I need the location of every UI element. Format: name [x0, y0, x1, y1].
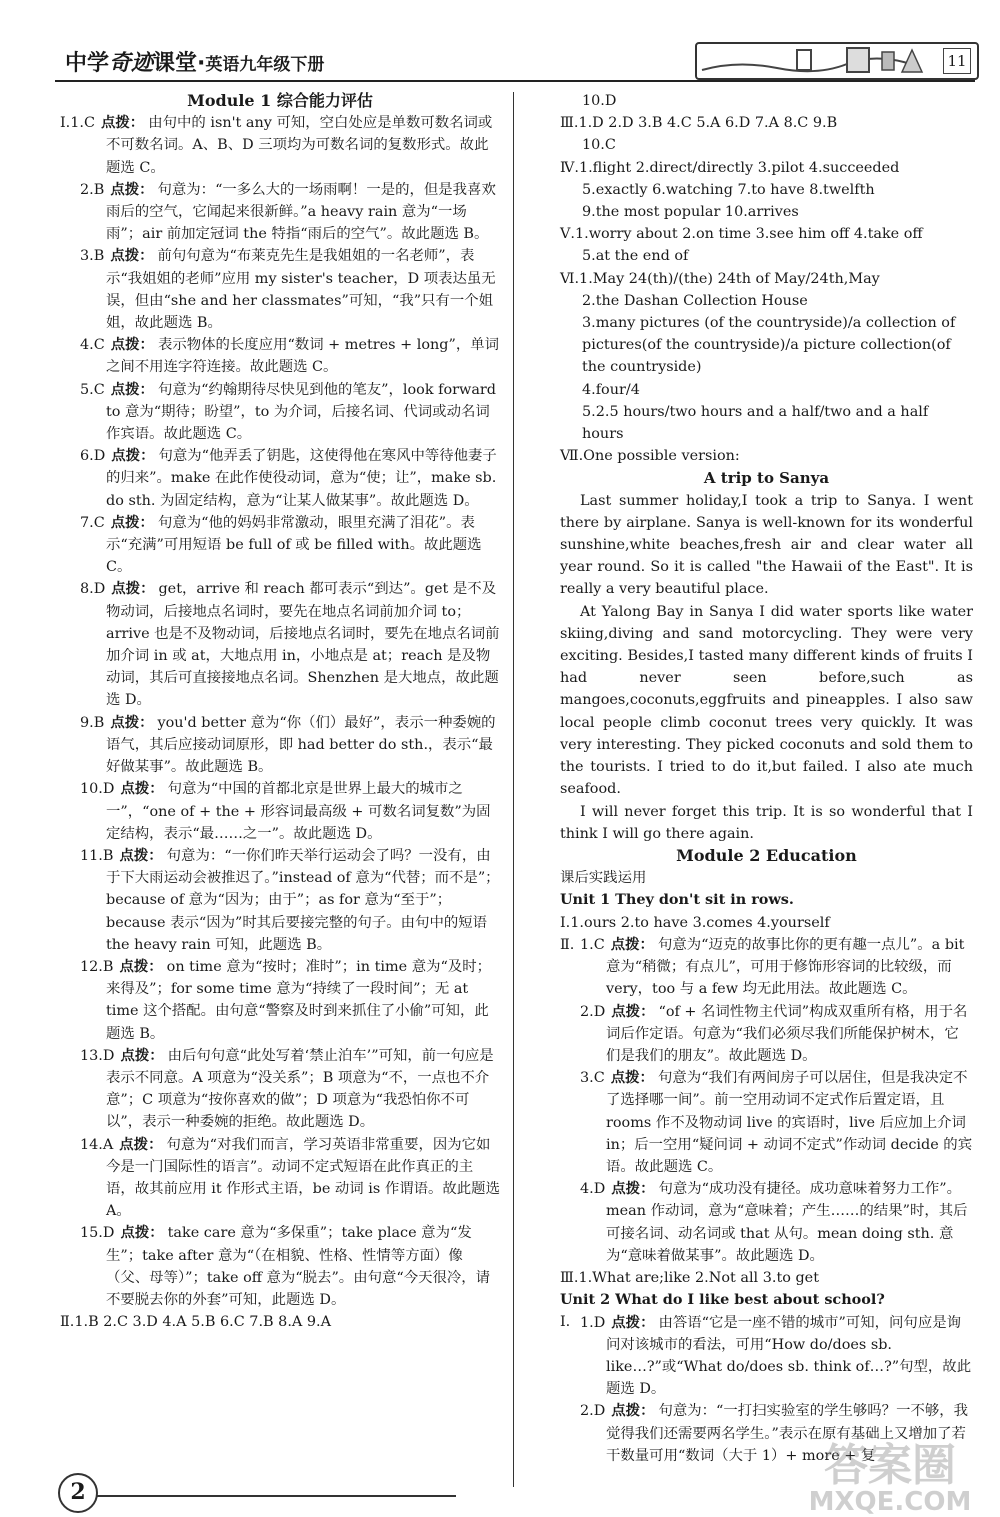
answer-number: 13.D — [80, 1047, 115, 1064]
answer-number: 2.B — [80, 181, 105, 198]
tip-label: 点拨： — [610, 935, 654, 953]
answer-explanation: take care 意为“多保重”；take place 意为“发生”；take after 意为“（在相貌、性格、性情等方面）像（父、母等）”；take off 意为“脱去”。由句意“今天很冷，请不要脱去你的外套”可知，此题选 D。 — [106, 1225, 491, 1308]
answer-explanation: 句意为“对我们而言，学习英语非常重要，因为它如今是一门国际性的语言”。动词不定式短语在此作真正的主语，故其前应用 it 作形式主语，be 动词 is 作谓语。故此题选 A。 — [106, 1136, 500, 1220]
answer-explanation: 句意为：“一多么大的一场雨啊！一是的，但是我喜欢雨后的空气，它闻起来很新鲜。”a heavy rain 意为“一场雨”；air 前加定冠词 the 特指“雨后的空气”。故此题选 B。 — [106, 181, 496, 243]
tip-label: 点拨： — [110, 380, 154, 398]
answer-item — [60, 245, 500, 334]
module1-title: Module 1 综合能力评估 — [187, 91, 373, 110]
answer-item — [60, 512, 500, 579]
answer-explanation: 句意为“成功没有捷径。成功意味着努力工作”。mean 作动词，意为“意味着；产生……的结果”时，其后可接名词、动名词或 that 从句。mean doing sth. 意为“意味着做某事”。故此题选 D。 — [606, 1181, 968, 1264]
answer-explanation: “of + 名词性物主代词”构成双重所有格，用于名词后作定语。句意为“我们必须尽我们所能保护树木，它们是我们的朋友”。故此题选 D。 — [606, 1003, 968, 1064]
unit1-answer-list — [560, 934, 973, 1267]
answer-explanation: get，arrive 和 reach 都可表示“到达”。get 是不及物动词，后接地点名词时，要先在地点名词前加介词 to；arrive 也是不及物动词，后接地点名词时，要先在地点名词前加介词 in 或 at，大地点用 in，小地点是 at；reach 是及物动词，其后可直接接地点名词。Shenzhen 是大地点，故此题选 D。 — [106, 581, 500, 709]
answer-item — [560, 1001, 973, 1068]
answer-explanation: 句意为“迈克的故事比你的更有趣一点儿”。a bit 意为“稍微；有点儿”，可用于修饰形容词的比较级，而 very，too 与 a few 均无此用法。故此题选 C。 — [606, 936, 965, 998]
section-head: Ⅰ. — [60, 115, 71, 132]
tip-label: 点拨： — [110, 513, 154, 531]
answer-explanation: 由句中的 isn't any 可知，空白处应是单数可数名词或不可数名词。A、B、D 三项均为可数名词的复数形式。故此题选 C。 — [106, 115, 493, 176]
answer-explanation: 由后句句意“此处写着‘禁止泊车’”可知，前一句应是表示不同意。A 项意为“没关系”；B 项意为“不，一点也不介意”；C 项意为“按你喜欢的做”；D 项意为“我恐怕你不可以”，表示一种委婉的拒绝。故此题选 D。 — [106, 1047, 494, 1131]
answer-number: 11.B — [80, 847, 114, 864]
answer-number: 4.C — [80, 337, 105, 354]
book-subtitle: 英语九年级下册 — [205, 55, 325, 75]
answer-line: 2.the Dashan Collection House — [582, 292, 808, 309]
title-part-b: 奇迹 — [109, 50, 154, 76]
section2-answers: Ⅱ.1.B 2.C 3.D 4.A 5.B 6.C 7.B 8.A 9.A — [60, 1314, 331, 1331]
answer-number: 1.D — [580, 1314, 606, 1331]
answer-item — [560, 1067, 973, 1178]
right-column — [560, 90, 973, 1467]
title-part-a: 中学 — [65, 51, 110, 76]
answer-line: Ⅵ.1.May 24(th)/(the) 24th of May/24th,May — [560, 270, 880, 287]
tip-label: 点拨： — [120, 780, 164, 798]
section-head: Ⅰ. — [560, 1314, 571, 1331]
answer-explanation: 句意为“他弄丢了钥匙，这使得他在寒风中等待他妻子的归来”。make 在此作使役动词，意为“使；让”，make sb. do sth. 为固定结构，意为“让某人做某事”。故此题选 D。 — [106, 448, 497, 509]
answer-number: 7.C — [80, 514, 105, 531]
answer-number: 9.B — [80, 714, 105, 731]
tip-label: 点拨： — [110, 336, 154, 354]
tip-label: 点拨： — [111, 447, 155, 465]
unit1-title: Unit 1 They don't sit in rows. — [560, 891, 794, 909]
left-answer-list — [60, 112, 500, 1311]
title-part-c: 课堂 — [153, 51, 198, 76]
answer-line: 3.many pictures (of the countryside)/a collection of pictures(of the countryside)/a picture collection(of the countryside) — [582, 315, 956, 376]
unit2-title: Unit 2 What do I like best about school? — [560, 1291, 885, 1309]
answer-explanation: 句意为：“一你们昨天举行运动会了吗？一没有，由于下大雨运动会被推迟了。”instead of 意为“代替；而不是”；because of 意为“因为；由于”；as for 意为“至于”；because 表示“因为”时其后要接完整的句子。由句中的短语 the heavy rain 可知，此题选 B。 — [106, 847, 500, 953]
answer-line: Ⅳ.1.flight 2.direct/directly 3.pilot 4.succeeded — [560, 159, 900, 176]
answer-number: 8.D — [80, 581, 106, 598]
tip-label: 点拨： — [101, 114, 145, 132]
answer-line: Ⅰ.1.ours 2.to have 3.comes 4.yourself — [560, 914, 830, 931]
answer-explanation: 句意为“中国的首都北京是世界上最大的城市之一”，“one of + the + 形容词最高级 + 可数名词复数”为固定结构，表示“最……之一”。故此题选 D。 — [106, 781, 491, 842]
essay-title: A trip to Sanya — [703, 469, 830, 488]
answer-item — [60, 179, 500, 246]
section-label: 课后实践运用 — [560, 870, 647, 887]
answer-item — [560, 934, 973, 1001]
answer-explanation: 表示物体的长度应用“数词 + metres + long”，单词之间不用连字符连接。故此题选 C。 — [106, 337, 500, 376]
column-divider — [513, 92, 514, 1487]
answer-number: 14.A — [80, 1136, 114, 1153]
answer-explanation: 前句句意为“布莱克先生是我姐姐的一名老师”，表示“我姐姐的老师”应用 my sister's teacher，D 项表达虽无误，但由“she and her classmates”可知，“我”只有一个姐姐，故此题选 B。 — [106, 248, 496, 332]
tip-label: 点拨： — [119, 1135, 163, 1153]
watermark-text: 答案圈 — [824, 1440, 956, 1491]
section-head: Ⅱ. — [560, 936, 575, 953]
answer-item — [560, 1312, 973, 1401]
answer-item — [60, 778, 500, 845]
tip-label: 点拨： — [611, 1402, 655, 1420]
left-column — [60, 90, 500, 1333]
answer-line: 10.D — [582, 93, 617, 109]
answer-explanation: 句意为：“一打扫实验室的学生够吗？一不够，我觉得我们还需要两名学生。”表示在原有基础上又增加了若干数量可用“数词（大于 1）+ more + 复 — [606, 1403, 969, 1464]
answer-number: 3.C — [580, 1070, 605, 1087]
answer-item — [60, 379, 500, 446]
module2-title: Module 2 Education — [676, 845, 857, 865]
tip-label: 点拨： — [120, 1046, 164, 1064]
answer-item — [560, 1178, 973, 1267]
answer-number: 1.C — [580, 936, 605, 953]
book-title — [65, 46, 324, 77]
page-tag: 11 — [943, 48, 971, 74]
tip-label: 点拨： — [110, 180, 154, 198]
tip-label: 点拨： — [119, 957, 163, 975]
page-header — [55, 40, 975, 82]
answer-explanation: 句意为“他的妈妈非常激动，眼里充满了泪花”。表示“充满”可用短语 be full of 或 be filled with。故此题选 C。 — [106, 514, 482, 576]
answer-number: 4.D — [580, 1181, 606, 1198]
answer-line: Ⅲ.1.What are;like 2.Not all 3.to get — [560, 1269, 819, 1286]
tip-label: 点拨： — [119, 846, 163, 864]
answer-line: 4.four/4 — [582, 381, 640, 398]
tip-label: 点拨： — [110, 713, 154, 731]
answer-item — [60, 578, 500, 711]
answer-number: 6.D — [80, 448, 106, 465]
answer-line: 5.at the end of — [582, 248, 689, 265]
answer-line: 5.exactly 6.watching 7.to have 8.twelfth — [582, 181, 875, 198]
tip-label: 点拨： — [611, 1002, 655, 1020]
tip-label: 点拨： — [611, 1180, 655, 1198]
answer-number: 5.C — [80, 381, 105, 398]
answer-item — [60, 1134, 500, 1223]
footer-rule — [96, 1495, 456, 1497]
tip-label: 点拨： — [610, 1069, 654, 1087]
title-dot: · — [197, 51, 206, 76]
answer-item — [60, 1045, 500, 1134]
decoration-graphic — [697, 44, 977, 78]
answer-item — [60, 112, 500, 179]
answer-number: 2.D — [580, 1403, 606, 1420]
answer-item — [60, 445, 500, 512]
essay-paragraph: I will never forget this trip. It is so wonderful that I think I will go there again. — [560, 803, 973, 842]
answer-number: 12.B — [80, 958, 114, 975]
answer-number: 15.D — [80, 1225, 115, 1242]
answer-explanation: 句意为“我们有两间房子可以居住，但是我决定不了选择哪一间”。前一空用动词不定式作后置定语，且 rooms 作不及物动词 live 的宾语时，live 后应加上介词 in；后一空用“疑问词 + 动词不定式”作动词 decide 的宾语。故此题选 C。 — [606, 1070, 973, 1175]
answer-line: 9.the most popular 10.arrives — [582, 204, 799, 221]
answer-item — [60, 956, 500, 1045]
answer-item — [60, 712, 500, 779]
tip-label: 点拨： — [611, 1313, 655, 1331]
essay-paragraph: At Yalong Bay in Sanya I did water sports like water skiing,diving and sand motorcycling. They were very exciting. Besides,I tasted many different kinds of fruits I had never seen before,such as mangoes,coconuts,eggfruits and pineapples. I also saw local people climb coconut trees very quickly. It was very interesting. They picked coconuts and sold them to the tourists. I tried to do it,but failed. I also ate much seafood. — [560, 603, 973, 798]
answer-item — [60, 334, 500, 378]
watermark-logo — [790, 1429, 990, 1517]
essay-paragraph: Last summer holiday,I took a trip to Sanya. I went there by airplane. Sanya is well-known for its wonderful sunshine,white beaches,fresh air and clear water all year round. So it is called "the Hawaii of the East". It is really a very beautiful place. — [560, 492, 973, 598]
answer-line: Ⅴ.1.worry about 2.on time 3.see him off 4.take off — [560, 226, 923, 243]
answer-explanation: 由答语“它是一座不错的城市”可知，问句应是询问对该城市的看法，可用“How do/does sb. like…?”或“What do/does sb. think of…?”句型，故此题选 D。 — [606, 1314, 972, 1398]
header-decoration — [695, 42, 979, 80]
answer-number: 1.C — [70, 115, 96, 132]
watermark-site: MXQE.COM — [808, 1487, 972, 1517]
tip-label: 点拨： — [120, 1224, 164, 1242]
tip-label: 点拨： — [111, 580, 155, 598]
answer-number: 10.D — [80, 781, 115, 798]
answer-number: 3.B — [80, 248, 105, 265]
page-number: 2 — [58, 1473, 98, 1513]
answer-explanation: 句意为“约翰期待尽快见到他的笔友”，look forward to 意为“期待；盼望”，to 为介词，后接名词、代词或动名词作宾语。故此题选 C。 — [106, 381, 496, 443]
answer-line: Ⅲ.1.D 2.D 3.B 4.C 5.A 6.D 7.A 8.C 9.B — [560, 115, 838, 132]
answer-explanation: you'd better 意为“你（们）最好”，表示一种委婉的语气，其后应接动词原形，即 had better do sth.，表示“最好做某事”。故此题选 B。 — [106, 714, 496, 776]
answer-item — [60, 1222, 500, 1311]
answer-line: 5.2.5 hours/two hours and a half/two and a half hours — [582, 403, 929, 443]
answer-line: Ⅶ.One possible version: — [560, 448, 740, 465]
tip-label: 点拨： — [110, 247, 154, 265]
answer-explanation: on time 意为“按时；准时”；in time 意为“及时；来得及”；for some time 意为“持续了一段时间”；无 at time 这个搭配。由句意“警察及时到来抓住了小偷”可知，此题选 B。 — [106, 958, 492, 1042]
answer-number: 2.D — [580, 1003, 606, 1020]
answer-line: 10.C — [582, 137, 616, 154]
answer-item — [60, 845, 500, 956]
